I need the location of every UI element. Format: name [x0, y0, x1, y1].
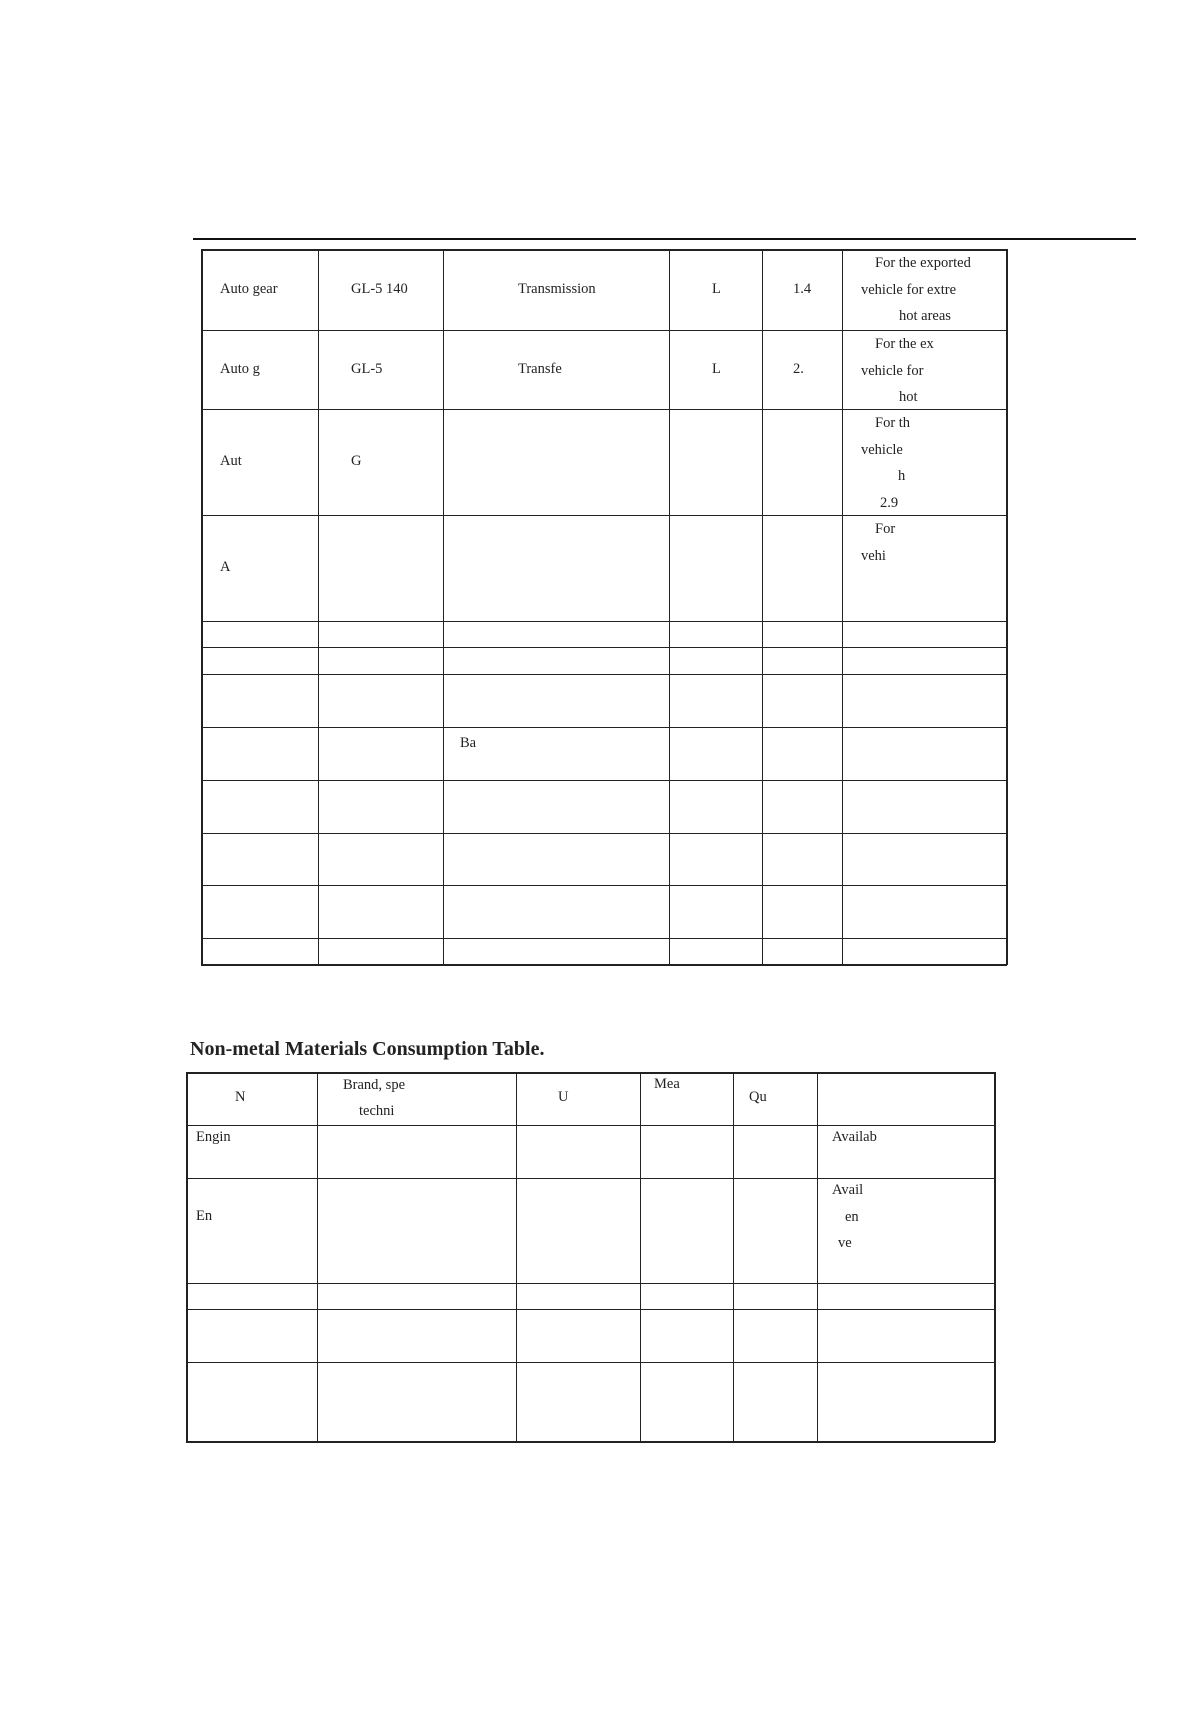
section-title: Non-metal Materials Consumption Table. [190, 1038, 545, 1060]
table-hline [201, 647, 1007, 648]
table-vline [817, 1072, 818, 1442]
table-vline [842, 249, 843, 965]
table-cell-note: hot areas [899, 308, 951, 324]
table-header-cell: U [558, 1089, 569, 1105]
table-cell: En [196, 1208, 213, 1224]
table-cell: GL-5 140 [351, 280, 408, 297]
table-cell-note: Availab [832, 1129, 877, 1145]
table-vline [443, 249, 444, 965]
table-cell: L [712, 280, 721, 297]
table-hline [186, 1441, 995, 1443]
table-cell-note: ve [838, 1235, 852, 1251]
table-header-cell: N [235, 1089, 246, 1105]
header-rule [193, 238, 1136, 240]
table-cell: Transmission [518, 280, 596, 297]
table-hline [186, 1178, 995, 1179]
table-cell: A [220, 559, 231, 575]
table-hline [201, 409, 1007, 410]
table-hline [201, 885, 1007, 886]
table-cell: Aut [220, 453, 242, 469]
table-cell: 1.4 [793, 280, 812, 297]
table-cell-note: vehicle for [861, 362, 924, 379]
table-cell-note: hot [899, 389, 918, 405]
table-cell: Transfe [518, 360, 562, 377]
table-hline [201, 727, 1007, 728]
table-cell: Engin [196, 1129, 231, 1145]
table-hline [201, 249, 1007, 251]
table-header-cell: techni [359, 1103, 395, 1119]
table-vline [994, 1072, 996, 1442]
table-hline [186, 1072, 995, 1074]
table-cell-note: vehi [861, 547, 886, 564]
table-hline [186, 1283, 995, 1284]
table-cell-note: For the exported [875, 255, 971, 271]
table-header-cell: Mea [654, 1076, 680, 1092]
table-cell: G [351, 453, 362, 469]
table-hline [201, 621, 1007, 622]
table-cell: 2. [793, 360, 804, 377]
table-cell: Auto g [220, 360, 260, 377]
table-cell-note: For [875, 521, 896, 537]
table-hline [186, 1309, 995, 1310]
table-hline [186, 1362, 995, 1363]
table-cell-note: Avail [832, 1182, 864, 1198]
table-cell-note: en [845, 1209, 859, 1225]
table-vline [317, 1072, 318, 1442]
table-cell-note: For th [875, 415, 911, 431]
table-vline [186, 1072, 188, 1442]
table-vline [733, 1072, 734, 1442]
table-hline [201, 780, 1007, 781]
table-hline [201, 330, 1007, 331]
table-vline [640, 1072, 641, 1442]
table-vline [762, 249, 763, 965]
table-vline [318, 249, 319, 965]
table-cell-note: 2.9 [880, 494, 899, 511]
table-header-cell: Qu [749, 1089, 767, 1105]
table-hline [201, 833, 1007, 834]
table-cell: Ba [460, 735, 477, 751]
table-vline [201, 249, 203, 965]
table-cell-note: h [898, 468, 906, 484]
table-vline [669, 249, 670, 965]
table-cell: GL-5 [351, 360, 383, 377]
table-cell: Auto gear [220, 280, 278, 297]
table-header-cell: Brand, spe [343, 1077, 406, 1093]
table-hline [201, 964, 1007, 966]
table-hline [201, 938, 1007, 939]
table-hline [186, 1125, 995, 1126]
table-cell-note: vehicle [861, 441, 903, 458]
table-hline [201, 515, 1007, 516]
table-vline [516, 1072, 517, 1442]
table-cell: L [712, 360, 721, 377]
table-hline [201, 674, 1007, 675]
table-cell-note: For the ex [875, 336, 934, 352]
table-cell-note: vehicle for extre [861, 281, 957, 298]
table-vline [1006, 249, 1008, 965]
